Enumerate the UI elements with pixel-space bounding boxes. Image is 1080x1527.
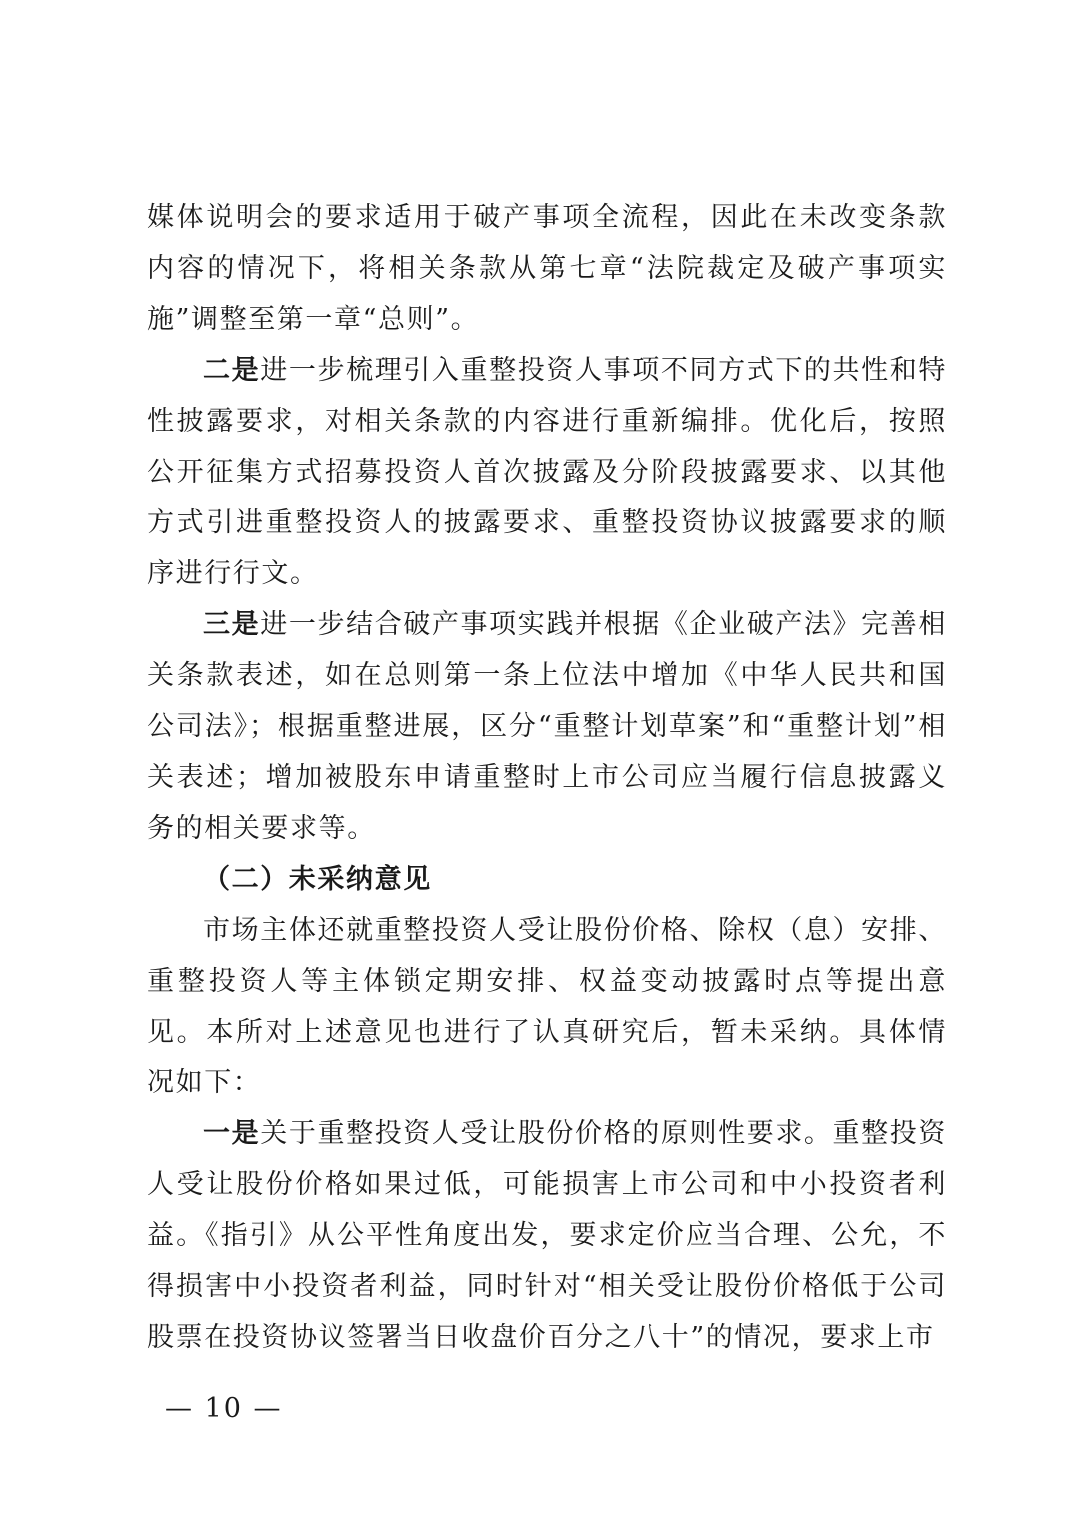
document-body (147, 193, 947, 1364)
paragraph-point-two (147, 346, 947, 601)
paragraph-text: 媒体说明会的要求适用于破产事项全流程，因此在未改变条款内容的情况下，将相关条款从第七章“法院裁定及破产事项实施”调整至第一章“总则”。 (147, 202, 947, 335)
paragraph-unadopted-intro (147, 906, 947, 1110)
paragraph-text: 关于重整投资人受让股份价格的原则性要求。重整投资人受让股份价格如果过低，可能损害上市公司和中小投资者利益。《指引》从公平性角度出发，要求定价应当合理、公允，不得损害中小投资者利益，同时针对“相关受让股份价格低于公司股票在投资协议签署当日收盘价百分之八十”的情况，要求上市 (147, 1118, 947, 1353)
paragraph-lead: 三是 (203, 609, 261, 641)
page-number: — 10 — (165, 1393, 283, 1424)
paragraph-lead: 二是 (203, 354, 261, 386)
paragraph-continuation (147, 193, 947, 346)
paragraph-point-one (147, 1109, 947, 1364)
paragraph-point-three (147, 600, 947, 855)
section-heading: （二）未采纳意见 (203, 863, 432, 895)
paragraph-text: 市场主体还就重整投资人受让股份价格、除权（息）安排、重整投资人等主体锁定期安排、权益变动披露时点等提出意见。本所对上述意见也进行了认真研究后，暂未采纳。具体情况如下： (147, 914, 947, 1099)
paragraph-text: 进一步结合破产事项实践并根据《企业破产法》完善相关条款表述，如在总则第一条上位法中增加《中华人民共和国公司法》；根据重整进展，区分“重整计划草案”和“重整计划”相关表述；增加被股东申请重整时上市公司应当履行信息披露义务的相关要求等。 (147, 609, 947, 844)
paragraph-text: 进一步梳理引入重整投资人事项不同方式下的共性和特性披露要求，对相关条款的内容进行重新编排。优化后，按照公开征集方式招募投资人首次披露及分阶段披露要求、以其他方式引进重整投资人的披露要求、重整投资协议披露要求的顺序进行行文。 (147, 354, 947, 590)
paragraph-lead: 一是 (203, 1118, 261, 1150)
